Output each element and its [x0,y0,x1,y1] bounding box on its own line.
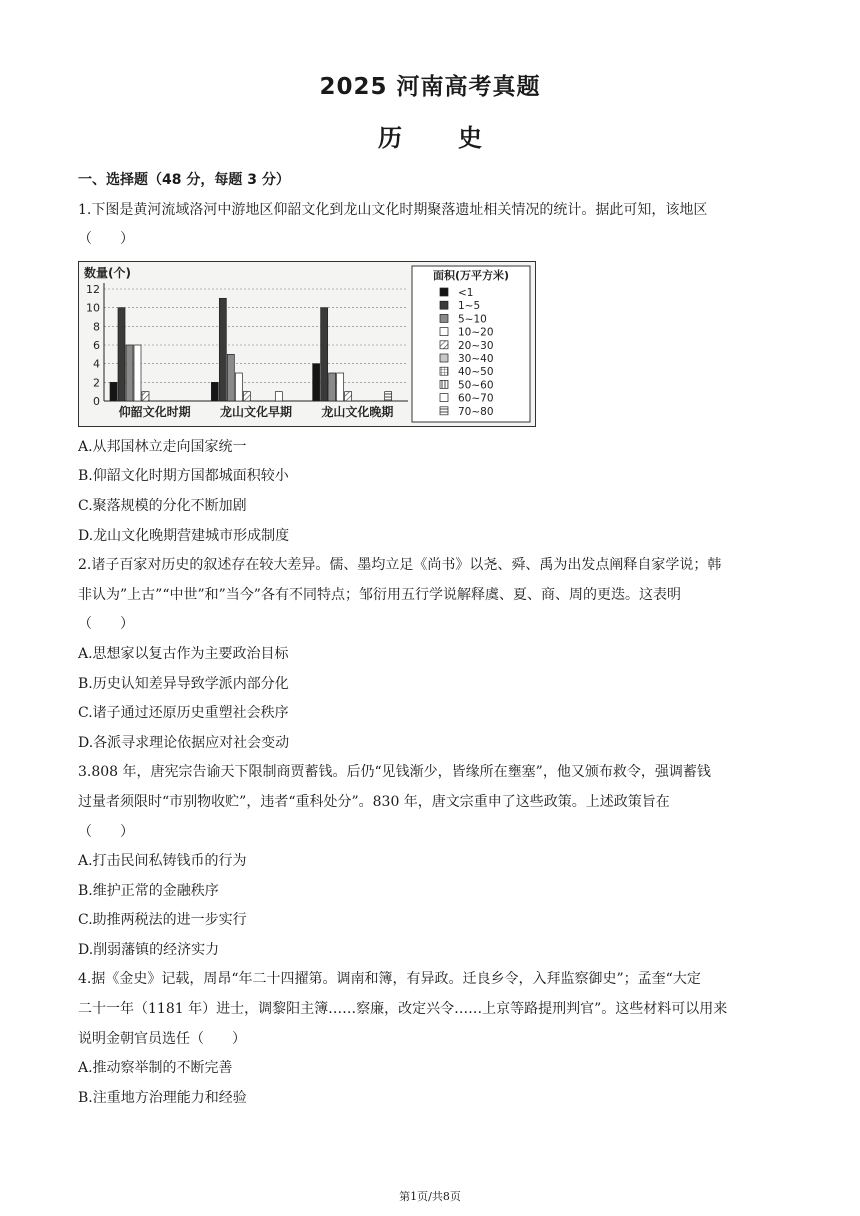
option-c: C.助推两税法的进一步实行 [78,912,247,929]
y-tick-label: 8 [93,320,100,334]
option-b: B.注重地方治理能力和经验 [78,1089,247,1106]
option-c: C.诸子通过还原历史重塑社会秩序 [78,705,289,722]
option-d: D.各派寻求理论依据应对社会变动 [78,734,290,751]
legend-entry: 50~60 [458,379,494,392]
bar-<1 [110,382,117,401]
bar-70~80 [385,391,392,400]
legend-swatch [440,301,448,309]
legend-entry: 30~40 [458,352,494,365]
legend-swatch [440,327,448,335]
y-tick-label: 2 [93,376,100,390]
legend-entry: <1 [458,286,474,299]
bar-1~5 [321,307,328,400]
bar-60~70 [275,391,282,400]
legend-entry: 5~10 [458,313,487,326]
question-4 [78,965,784,1113]
legend-swatch [440,341,448,349]
legend-entry: 20~30 [458,339,494,352]
option-a: A.思想家以复古作为主要政治目标 [78,645,289,662]
bar-10~20 [337,373,344,401]
question-line: 过量者须限时“市别物收贮”，违者“重科处分”。830 年，唐文宗重申了这些政策。上述政策旨在 [78,793,670,810]
x-category-label: 龙山文化晚期 [321,404,394,419]
question-line: 2.诸子百家对历史的叙述存在较大差异。儒、墨均立足《尚书》以尧、舜、禹为出发点阐释自家学说；韩 [78,557,722,574]
y-tick-label: 0 [93,394,100,408]
legend-swatch [440,367,448,375]
question-line: 3.808 年，唐宪宗告谕天下限制商贾蓄钱。后仍“见钱渐少，皆缘所在壅塞”，他又颁布救令，强调蓄钱 [78,764,711,781]
question-1 [78,196,784,552]
bar-20~30 [142,391,149,400]
section-heading: 一、选择题（48 分，每题 3 分） [78,172,290,188]
question-2 [78,551,784,758]
option-a: A.从邦国林立走向国家统一 [78,438,247,455]
question-line: 非认为”上古”“中世”和”当今”各有不同特点；邹衍用五行学说解释虞、夏、商、周的更迭。这表明 [78,586,681,603]
y-tick-label: 6 [93,338,100,352]
legend-swatch [440,314,448,322]
y-tick-label: 12 [86,282,100,296]
legend-entry: 60~70 [458,392,494,405]
legend-swatch [440,354,448,362]
legend-entry: 1~5 [458,299,481,312]
bar-<1 [313,363,320,400]
bar-5~10 [329,373,336,401]
y-tick-label: 10 [86,301,100,315]
option-b: B.维护正常的金融秩序 [78,882,219,899]
question-line: 说明金朝官员选任（ ） [78,1030,246,1047]
question-3 [78,758,784,965]
bar-<1 [211,382,218,401]
legend-entry: 10~20 [458,326,494,339]
subject-char-1: 历 [378,124,402,152]
bar-1~5 [118,307,125,400]
bar-chart-svg [78,261,536,427]
option-b: B.仰韶文化时期方国都城面积较小 [78,468,289,485]
question-line: 4.据《金史》记载，周昂“年二十四擢第。调南和簿，有异政。迁良乡令，入拜监察御史”；孟奎“大定 [78,971,701,988]
bar-5~10 [227,354,234,401]
y-axis-label: 数量(个) [84,265,131,280]
legend-entry: 70~80 [458,405,494,418]
question-line: （ ） [78,616,134,633]
subject-char-2: 史 [458,124,482,152]
option-a: A.推动察举制的不断完善 [78,1060,233,1077]
x-category-label: 仰韶文化时期 [118,404,191,419]
option-a: A.打击民间私铸钱币的行为 [78,853,247,870]
x-category-label: 龙山文化早期 [219,404,293,419]
option-d: D.削弱藩镇的经济实力 [78,941,220,958]
legend-entry: 40~50 [458,365,494,378]
legend-swatch [440,407,448,415]
question-line: 1.下图是黄河流域洛河中游地区仰韶文化到龙山文化时期聚落遗址相关情况的统计。据此可知，该地区 [78,201,708,218]
question-line: （ ） [78,231,134,248]
legend-swatch [440,393,448,401]
bar-20~30 [243,391,250,400]
bar-5~10 [126,345,133,401]
question-line: 二十一年（1181 年）进士，调黎阳主簿……察廉，改定兴令……上京等路提刑判官”。这些材料可以用来 [78,1001,728,1018]
bar-20~30 [345,391,352,400]
exam-content [78,166,784,1113]
legend-title: 面积(万平方米) [432,268,510,282]
bar-10~20 [134,345,141,401]
page-number: 第1页/共8页 [399,1190,461,1203]
exam-title: 2025 河南高考真题 [319,74,541,100]
question-line: （ ） [78,823,134,840]
legend-swatch [440,288,448,296]
bar-10~20 [235,373,242,401]
option-d: D.龙山文化晚期营建城市形成制度 [78,527,290,544]
legend-swatch [440,380,448,388]
option-c: C.聚落规模的分化不断加剧 [78,497,247,514]
option-b: B.历史认知差异导致学派内部分化 [78,675,289,692]
settlement-chart [78,261,784,427]
y-tick-label: 4 [93,357,100,371]
bar-1~5 [219,298,226,401]
subject-title [0,118,860,153]
